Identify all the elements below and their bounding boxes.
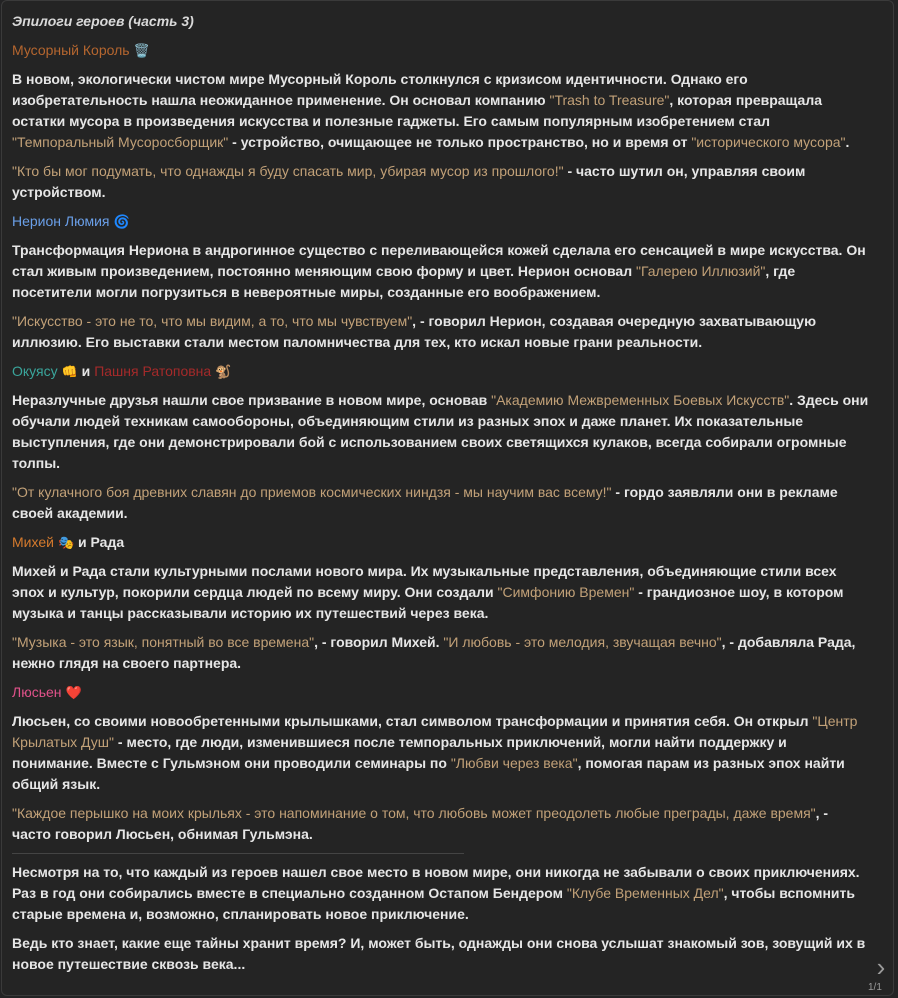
- quote: "Trash to Treasure": [549, 92, 670, 108]
- text: - часто шутил он, управляя своим устройством.: [12, 163, 806, 200]
- paragraph: [12, 69, 870, 153]
- message-card: [1, 0, 894, 996]
- text: , - говорил Михей.: [314, 634, 444, 650]
- quote: "Искусство - это не то, что мы видим, а то, что мы чувствуем": [12, 313, 413, 329]
- hero-name-rest: и Рада: [74, 534, 125, 550]
- monkey-icon: 🐒: [215, 364, 232, 379]
- paragraph: [12, 311, 870, 353]
- trash-can-icon: 🗑️: [133, 43, 150, 58]
- paragraph: [12, 482, 870, 524]
- text: , чтобы вспомнить старые времена и, возможно, спланировать новое приключение.: [12, 885, 855, 922]
- paragraph: [12, 240, 870, 303]
- theater-masks-icon: 🎭: [57, 535, 75, 550]
- hero-name: Михей: [12, 534, 54, 550]
- fist-icon: 👊: [61, 364, 78, 379]
- quote: "Клубе Временных Дел": [566, 885, 724, 901]
- text: , - говорил Нерион, создавая очередную захватывающую иллюзию. Его выставки стали местом паломничества для тех, кто искал новые грани реальности.: [12, 313, 817, 350]
- text: Неразлучные друзья нашли свое призвание в новом мире, основав: [12, 392, 492, 408]
- hero-name: Мусорный Король: [12, 42, 130, 58]
- paragraph: [12, 390, 870, 474]
- conjunction: и: [77, 363, 95, 379]
- paragraph: [12, 862, 870, 925]
- text: Несмотря на то, что каждый из героев нашел свое место в новом мире, они никогда не забывали о своих приключениях. Раз в год они собирались вместе в специально созданном Остапом Бендером: [12, 864, 860, 901]
- text: , которая превращала остатки мусора в произведения искусства и полезные гаджеты. Его самым популярным изобретением стал: [12, 92, 823, 129]
- quote: "Темпоральный Мусоросборщик": [12, 134, 229, 150]
- text: - грандиозное шоу, в котором музыка и танцы рассказывали историю их путешествий через века.: [12, 584, 844, 621]
- hero-name: Нерион Люмия: [12, 213, 110, 229]
- paragraph: [12, 161, 870, 203]
- heart-icon: ❤️: [65, 685, 82, 700]
- quote: "Каждое перышко на моих крыльях - это напоминание о том, что любовь может преодолеть любые преграды, даже время": [12, 805, 816, 821]
- text: - устройство, очищающее не только пространство, но и время от: [228, 134, 692, 150]
- quote: "Академию Межвременных Боевых Искусств": [491, 392, 790, 408]
- hero-name: Окуясу: [12, 363, 58, 379]
- text: .: [845, 134, 850, 150]
- quote: "Галерею Иллюзий": [636, 263, 766, 279]
- next-page-chevron-icon[interactable]: ›: [876, 952, 886, 982]
- cyclone-icon: 🌀: [113, 214, 130, 229]
- paragraph: [12, 561, 870, 624]
- quote: "Симфонию Времен": [497, 584, 635, 600]
- hero-name: Люсьен: [12, 684, 62, 700]
- quote: "И любовь - это мелодия, звучащая вечно": [443, 634, 722, 650]
- text: В новом, экологически чистом мире Мусорный Король столкнулся с кризисом идентичности. Однако его изобретательность нашла неожиданное применение. Он основал компанию: [12, 71, 748, 108]
- paragraph: Ведь кто знает, какие еще тайны хранит время? И, может быть, однажды они снова услышат знакомый зов, зовущий их в новое путешествие сквозь века...: [12, 935, 866, 972]
- hero-header-nerion: [12, 211, 870, 232]
- text: . Здесь они обучали людей техникам самообороны, объединяющим стили из разных эпох и даже планет. Их показательные выступления, где они демонстрировали бой с использованием своих светящихся кулаков, всегда собирали огромные толпы.: [12, 392, 869, 471]
- divider: [12, 853, 464, 854]
- quote: "Музыка - это язык, понятный во все времена": [12, 634, 315, 650]
- hero-header-okuyasu: [12, 361, 870, 382]
- text: , помогая парам из разных эпох найти общий язык.: [12, 755, 845, 792]
- text: - место, где люди, изменившиеся после темпоральных приключений, могли найти поддержку и понимание. Вместе с Гульмэном они проводили семинары по: [12, 734, 787, 771]
- hero-header-lyusen: [12, 682, 870, 703]
- hero-name: Пашня Ратоповна: [94, 363, 212, 379]
- hero-header-trash-king: [12, 40, 870, 61]
- text: - гордо заявляли они в рекламе своей академии.: [12, 484, 838, 521]
- text: Люсьен, со своими новообретенными крылышками, стал символом трансформации и принятия себя. Он открыл: [12, 713, 813, 729]
- paragraph: [12, 632, 870, 674]
- message-title: Эпилоги героев (часть 3): [12, 13, 194, 29]
- quote: "Центр Крылатых Душ": [12, 713, 858, 750]
- paragraph: [12, 711, 870, 795]
- page-counter: 1/1: [868, 982, 882, 993]
- text: , где посетители могли погрузиться в невероятные миры, созданные его воображением.: [12, 263, 796, 300]
- paragraph: [12, 803, 870, 845]
- quote: "Кто бы мог подумать, что однажды я буду спасать мир, убирая мусор из прошлого!": [12, 163, 564, 179]
- quote: "исторического мусора": [691, 134, 846, 150]
- quote: "Любви через века": [450, 755, 578, 771]
- text: Михей и Рада стали культурными послами нового мира. Их музыкальные представления, объединяющие стили всех эпох и культур, покорили сердца людей по всему миру. Они создали: [12, 563, 837, 600]
- text: , - часто говорил Люсьен, обнимая Гульмэна.: [12, 805, 829, 842]
- message-content: [12, 11, 870, 983]
- quote: "От кулачного боя древних славян до приемов космических ниндзя - мы научим вас всему!": [12, 484, 612, 500]
- text: , - добавляла Рада, нежно глядя на своего партнера.: [12, 634, 856, 671]
- text: Трансформация Нериона в андрогинное существо с переливающейся кожей сделала его сенсацией в мире искусства. Он стал живым произведением, постоянно меняющим свою форму и цвет. Нерион основал: [12, 242, 866, 279]
- hero-header-mikhey: [12, 532, 870, 553]
